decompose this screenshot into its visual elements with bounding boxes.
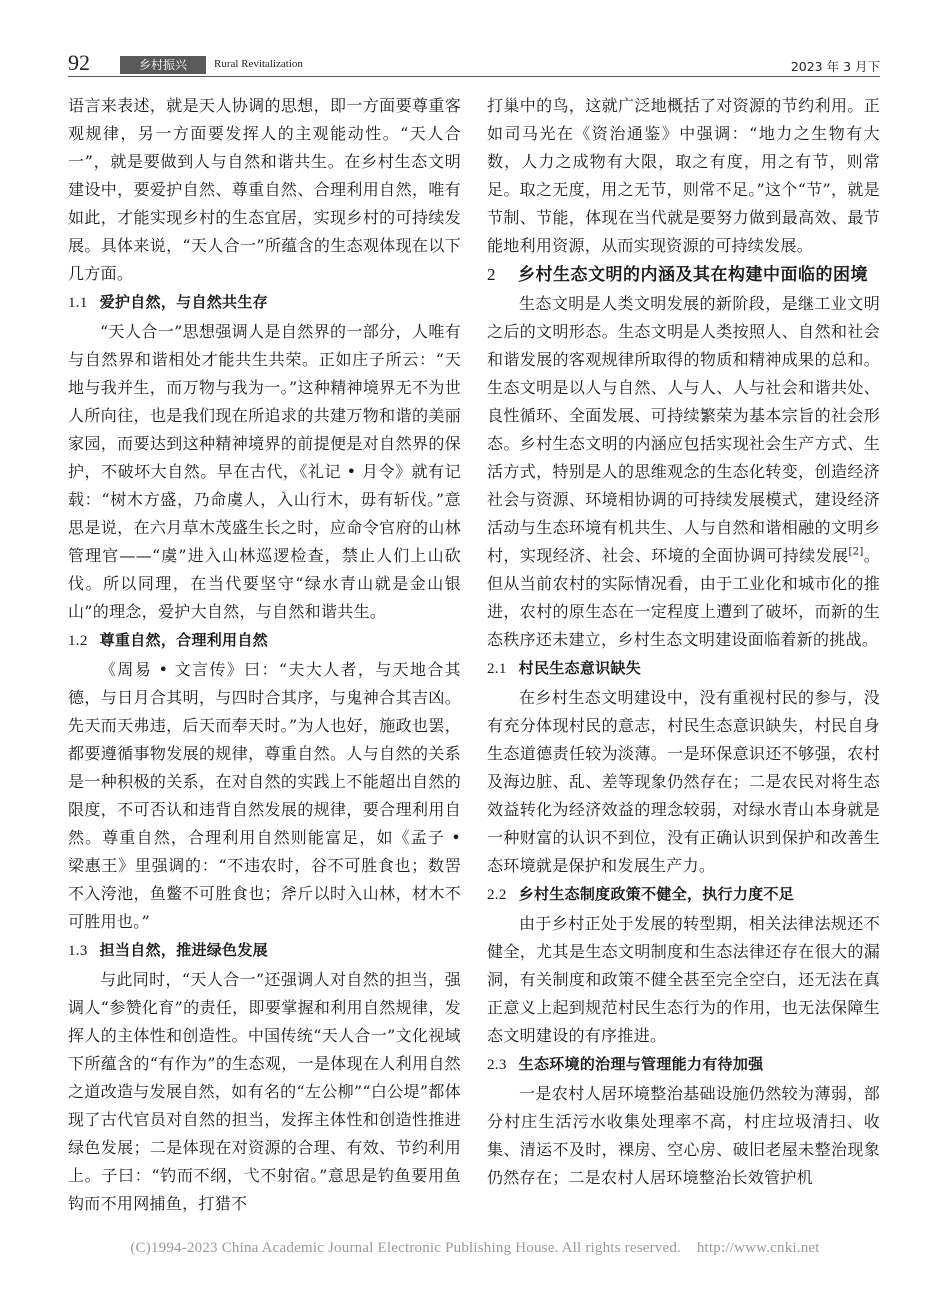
section-number: 1.1: [68, 295, 88, 311]
section-title: 生态环境的治理与管理能力有待加强: [518, 1055, 764, 1073]
copyright-text: (C)1994-2023 China Academic Journal Electronic Publishing House. All rights reserved.: [130, 1240, 682, 1256]
section-title: 乡村生态文明的内涵及其在构建中面临的困境: [518, 265, 868, 285]
section-tag-english: Rural Revitalization: [214, 58, 303, 70]
section-title: 乡村生态制度政策不健全，执行力度不足: [518, 885, 795, 903]
section-number: 2.1: [487, 661, 507, 677]
right-column: [487, 92, 880, 1192]
body-paragraph: “天人合一”思想强调人是自然界的一部分，人唯有与自然界和谐相处才能共生共荣。正如庄子所云：“天地与我并生，而万物与我为一。”这种精神境界无不为世人所向往，也是我们现在所追求的共建万物和谐的美丽家园，而要达到这种精神境界的前提便是对自然界的保护，不破坏大自然。早在古代，《礼记 • 月令》就有记载：“树木方盛，乃命虞人，入山行木，毋有斩伐。”意思是说，在六月草木茂盛生长之时，应命令官府的山林管理官——“虞”进入山林巡逻检查，禁止人们上山砍伐。所以同理，在当代要坚守“绿水青山就是金山银山”的理念，爱护大自然，与自然和谐共生。: [68, 322, 461, 621]
body-text: 。但从当前农村的实际情况看，由于工业化和城市化的推进，农村的原生态在一定程度上遭到了破坏，而新的生态秩序还未建立，乡村生态文明建设面临着新的挑战。: [487, 546, 880, 649]
section-title: 担当自然，推进绿色发展: [99, 941, 268, 959]
body-paragraph: 一是农村人居环境整治基础设施仍然较为薄弱，部分村庄生活污水收集处理率不高，村庄垃圾清扫、收集、清运不及时，裸房、空心房、破旧老屋未整治现象仍然存在；二是农村人居环境整治长效管护机: [487, 1084, 880, 1187]
copyright-footer: [0, 1240, 950, 1257]
body-paragraph: 与此同时，“天人合一”还强调人对自然的担当，强调人“参赞化育”的责任，即要掌握和利用自然规律，发挥人的主体性和创造性。中国传统“天人合一”文化视域下所蕴含的“有作为”的生态观，一是体现在人利用自然之道改造与发展自然，如有名的“左公柳”“白公堤”都体现了古代官员对自然的担当，发挥主体性和创造性推进绿色发展；二是体现在对资源的合理、有效、节约利用上。子曰：“钓而不纲，弋不射宿。”意思是钓鱼要用鱼钩而不用网捕鱼，打猎不: [68, 970, 461, 1213]
section-heading-1-1: [68, 288, 461, 318]
body-paragraph: [487, 290, 880, 654]
section-number: 1.3: [68, 943, 88, 959]
continued-paragraph: 打巢中的鸟，这就广泛地概括了对资源的节约利用。正如司马光在《资治通鉴》中强调：“地力之生物有大数，人力之成物有大限，取之有度，用之有节，则常足。取之无度，用之无节，则常不足。”这个“节”，就是节制、节能，体现在当代就是要努力做到最高效、最节能地利用资源，从而实现资源的可持续发展。: [487, 96, 880, 255]
cnki-link[interactable]: http://www.cnki.net: [696, 1240, 820, 1256]
section-number: 2: [487, 265, 496, 284]
section-heading-2-2: [487, 880, 880, 910]
body-paragraph: 由于乡村正处于发展的转型期，相关法律法规还不健全，尤其是生态文明制度和生态法律还存在很大的漏洞，有关制度和政策不健全甚至完全空白，还无法在真正意义上起到规范村民生态行为的作用，也无法保障生态文明建设的有序推进。: [487, 914, 880, 1045]
body-text: 生态文明是人类文明发展的新阶段，是继工业文明之后的文明形态。生态文明是人类按照人、自然和社会和谐发展的客观规律所取得的物质和精神成果的总和。生态文明是以人与自然、人与人、人与社会和谐共处、良性循环、全面发展、可持续繁荣为基本宗旨的社会形态。乡村生态文明的内涵应包括实现社会生产方式、生活方式，特别是人的思维观念的生态化转变，创造经济社会与资源、环境相协调的可持续发展模式，建设经济活动与生态环境有机共生、人与自然和谐相融的文明乡村，实现经济、社会、环境的全面协调可持续发展: [487, 294, 880, 565]
section-title: 村民生态意识缺失: [518, 659, 642, 677]
citation-ref[interactable]: [2]: [848, 546, 864, 558]
left-column: [68, 92, 461, 1218]
intro-paragraph: 语言来表述，就是天人协调的思想，即一方面要尊重客观规律，另一方面要发挥人的主观能动性。“天人合一”，就是要做到人与自然和谐共生。在乡村生态文明建设中，要爱护自然、尊重自然、合理利用自然，唯有如此，才能实现乡村的生态宜居，实现乡村的可持续发展。具体来说，“天人合一”所蕴含的生态观体现在以下几方面。: [68, 96, 461, 283]
section-number: 1.2: [68, 633, 88, 649]
section-heading-1-2: [68, 626, 461, 656]
issue-date: 2023 年 3 月下: [790, 59, 880, 74]
body-paragraph: 《周易 • 文言传》曰：“夫大人者，与天地合其德，与日月合其明，与四时合其序，与鬼神合其吉凶。先天而天弗违，后天而奉天时。”为人也好，施政也罢，都要遵循事物发展的规律，尊重自然。人与自然的关系是一种积极的关系，在对自然的实践上不能超出自然的限度，不可否认和违背自然发展的规律，要合理利用自然。尊重自然，合理利用自然则能富足，如《孟子 • 梁惠王》里强调的：“不违农时，谷不可胜食也；数罟不入洿池，鱼鳖不可胜食也；斧斤以时入山林，材木不可胜用也。”: [68, 660, 461, 931]
section-heading-1-3: [68, 936, 461, 966]
section-heading-2: [487, 260, 880, 290]
header-divider: [68, 76, 880, 77]
page-number: 92: [68, 50, 90, 75]
page-header: [68, 50, 880, 76]
section-number: 2.3: [487, 1057, 507, 1073]
section-heading-2-3: [487, 1050, 880, 1080]
section-number: 2.2: [487, 887, 507, 903]
body-paragraph: 在乡村生态文明建设中，没有重视村民的参与，没有充分体现村民的意志，村民生态意识缺失，村民自身生态道德责任较为淡薄。一是环保意识还不够强，农村及海边脏、乱、差等现象仍然存在；二是农民对将生态效益转化为经济效益的理念较弱，对绿水青山本身就是一种财富的认识不到位，没有正确认识到保护和改善生态环境就是保护和发展生产力。: [487, 688, 880, 875]
section-tag: 乡村振兴: [120, 56, 206, 74]
section-title: 尊重自然，合理利用自然: [99, 631, 268, 649]
section-heading-2-1: [487, 654, 880, 684]
section-title: 爱护自然，与自然共生存: [99, 293, 268, 311]
